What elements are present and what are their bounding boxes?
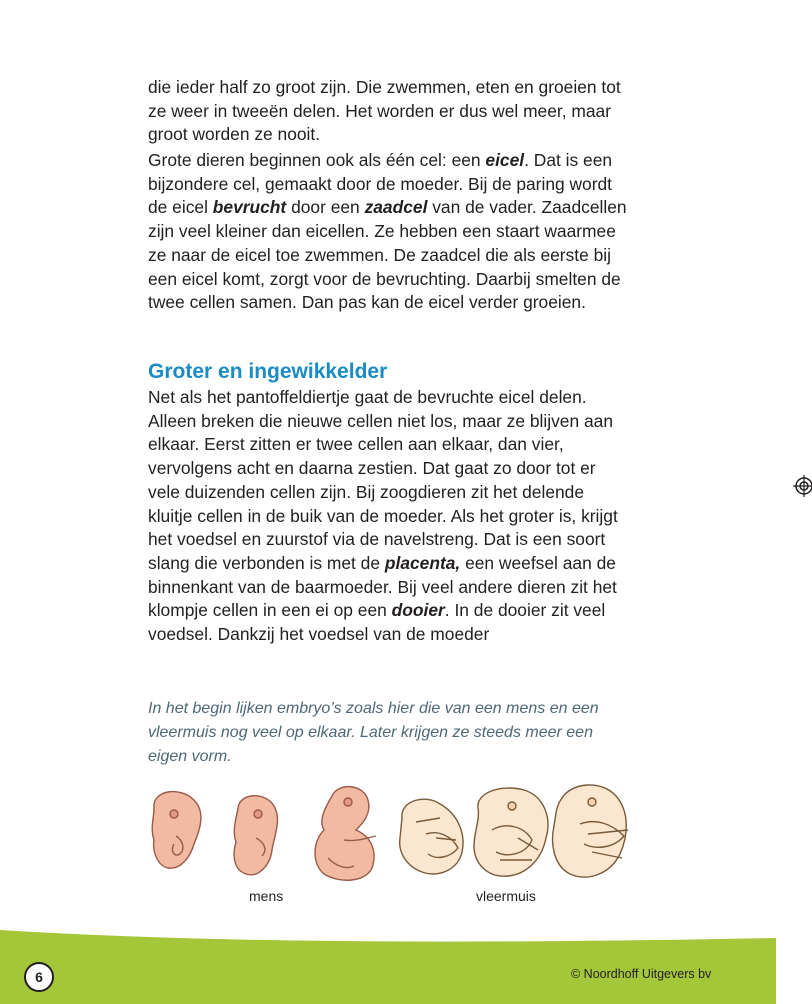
keyword-zaadcel: zaadcel: [364, 197, 428, 218]
paragraph-text: van de vader. Zaadcellen zijn veel kleiner dan eicellen. Ze hebben een staart waarmee ze naar de eicel toe zwemmen. De zaadcel die als eerste bij een eicel komt, zorgt voor de bevruchting. Daarbij smelten de twee cellen samen. Dan pas kan de eicel verder groeien.: [148, 197, 627, 313]
body-paragraph-2: [148, 149, 628, 315]
paragraph-text: . In de dooier zit veel voedsel. Dankzij het voedsel van de moeder: [148, 600, 606, 645]
embryo-bat-illustration: [474, 788, 548, 876]
paragraph-text: een weefsel aan de binnenkant van de baarmoeder. Bij veel andere dieren zit het klompje cellen in een ei op een: [148, 552, 617, 621]
keyword-eicel: eicel: [485, 150, 525, 170]
footer-band: [0, 928, 812, 1004]
section-heading: Groter en ingewikkelder: [148, 360, 388, 383]
keyword-dooier: dooier: [391, 600, 445, 621]
paragraph-text: die ieder half zo groot zijn. Die zwemmen, eten en groeien tot ze weer in tweeën delen. Het worden er dus wel meer, maar groot worden ze nooit.: [148, 77, 621, 145]
embryo-bat-illustration: [553, 785, 628, 877]
page-number: 6: [35, 969, 43, 985]
figure-caption: In het begin lijken embryo’s zoals hier die van een mens en een vleermuis nog veel op elkaar. Later krijgen ze steeds meer een eigen vorm.: [148, 700, 599, 765]
paragraph-text: . Dat is een bijzondere cel, gemaakt door de moeder. Bij de paring wordt de eicel: [148, 150, 613, 218]
figure-label-mens: mens: [249, 888, 284, 904]
copyright-notice: © Noordhoff Uitgevers bv: [571, 967, 712, 981]
embryo-human-illustration: [152, 792, 201, 869]
page-number-badge: [24, 962, 54, 992]
paragraph-text: Net als het pantoffeldiertje gaat de bevruchte eicel delen. Alleen breken die nieuwe cellen niet los, maar ze blijven aan elkaar. Eerst zitten er twee cellen aan elkaar, dan vier, vervolgens acht en daarna zestien. Dat gaat zo door tot er vele duizenden cellen zijn. Bij zoogdieren zit het delende kluitje cellen in de buik van de moeder. Als het groter is, krijgt het voedsel en zuurstof via de navelstreng. Dat is een soort slang die verbonden is met de: [148, 387, 618, 573]
figure-label-vleermuis: vleermuis: [476, 888, 536, 904]
embryo-human-illustration: [234, 796, 277, 875]
keyword-bevrucht: bevrucht: [212, 197, 287, 218]
embryo-human-illustration: [315, 787, 376, 881]
body-paragraph-1: [148, 76, 628, 147]
keyword-placenta: placenta,: [384, 552, 461, 573]
registration-mark-icon: [792, 474, 812, 498]
paragraph-text: Grote dieren beginnen ook als één cel: een: [148, 150, 486, 170]
embryo-illustration-strip: [140, 778, 632, 888]
body-paragraph-3: [148, 386, 628, 647]
paragraph-text: door een: [286, 197, 365, 218]
embryo-bat-illustration: [400, 799, 463, 874]
